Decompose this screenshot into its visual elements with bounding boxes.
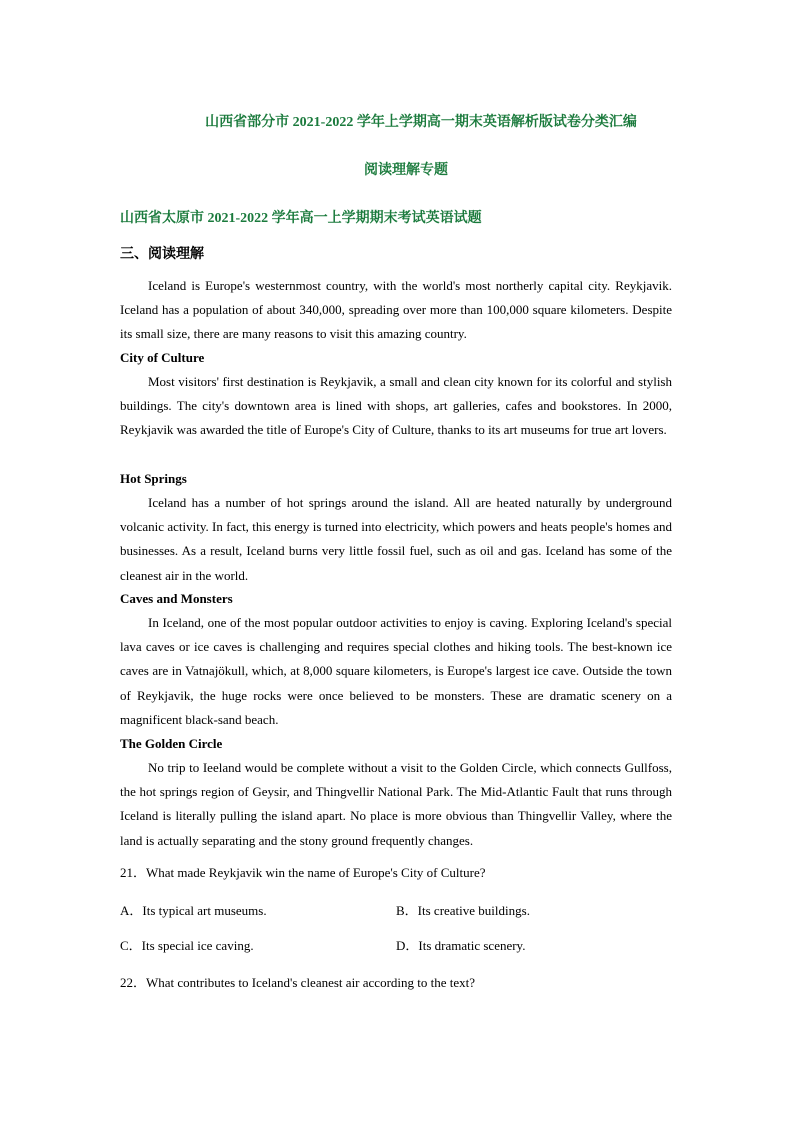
section-title: 三、阅读理解 [120, 247, 204, 262]
paragraph-hot-springs: Iceland has a number of hot springs around the island. All are heated naturally by underground volcanic activity. In fact, this energy is turned into electricity, which powers and heats people's homes and businesses. As a result, Iceland burns very little fossil fuel, such as oil and gas. Iceland has some of the cleanest air in the world. [120, 495, 672, 583]
question-22: 22．What contributes to Iceland's cleanest air according to the text? [120, 975, 476, 990]
question-21: 21．What made Reykjavik win the name of Europe's City of Culture? [120, 865, 486, 880]
option-21-b: B．Its creative buildings. [396, 903, 530, 918]
paragraph-city-of-culture: Most visitors' first destination is Reykjavik, a small and clean city known for its colorful and stylish buildings. The city's downtown area is lined with shops, art galleries, cafes and bookstores. In 2000, Reykjavik was awarded the title of Europe's City of Culture, thanks to its art museums for true art lovers. [120, 374, 672, 438]
option-21-d: D．Its dramatic scenery. [396, 938, 526, 953]
heading-golden-circle: The Golden Circle [120, 736, 223, 751]
exam-name: 山西省太原市 2021-2022 学年高一上学期期末考试英语试题 [120, 211, 482, 226]
option-21-c: C．Its special ice caving. [120, 938, 254, 953]
paragraph-golden-circle: No trip to Ieeland would be complete without a visit to the Golden Circle, which connects Gullfoss, the hot springs region of Geysir, and Thingvellir National Park. The Mid-Atlantic Fault that runs through Iceland is literally pulling the island apart. No place is more obvious than Thingvellir Valley, where the land is actually separating and the stony ground frequently changes. [120, 760, 672, 848]
heading-hot-springs: Hot Springs [120, 471, 187, 486]
passage-intro: Iceland is Europe's westernmost country, with the world's most northerly capital city. Reykjavik. Iceland has a population of about 340,000, spreading over more than 100,000 square kilometers. Despite its small size, there are many reasons to visit this amazing country. [120, 278, 672, 342]
document-subtitle: 阅读理解专题 [364, 163, 448, 178]
heading-caves-and-monsters: Caves and Monsters [120, 591, 233, 606]
heading-city-of-culture: City of Culture [120, 350, 205, 365]
option-21-a: A．Its typical art museums. [120, 903, 267, 918]
paragraph-caves-and-monsters: In Iceland, one of the most popular outdoor activities to enjoy is caving. Exploring Iceland's special lava caves or ice caves is challenging and requires special clothes and hiking tools. The best-known ice caves are in Vatnajökull, which, at 8,000 square kilometers, is Europe's largest ice cave. Outside the town of Reykjavik, the huge rocks were once believed to be monsters. These are dramatic scenery on a magnificent black-sand beach. [120, 615, 672, 727]
document-title: 山西省部分市 2021-2022 学年上学期高一期末英语解析版试卷分类汇编 [205, 115, 637, 130]
